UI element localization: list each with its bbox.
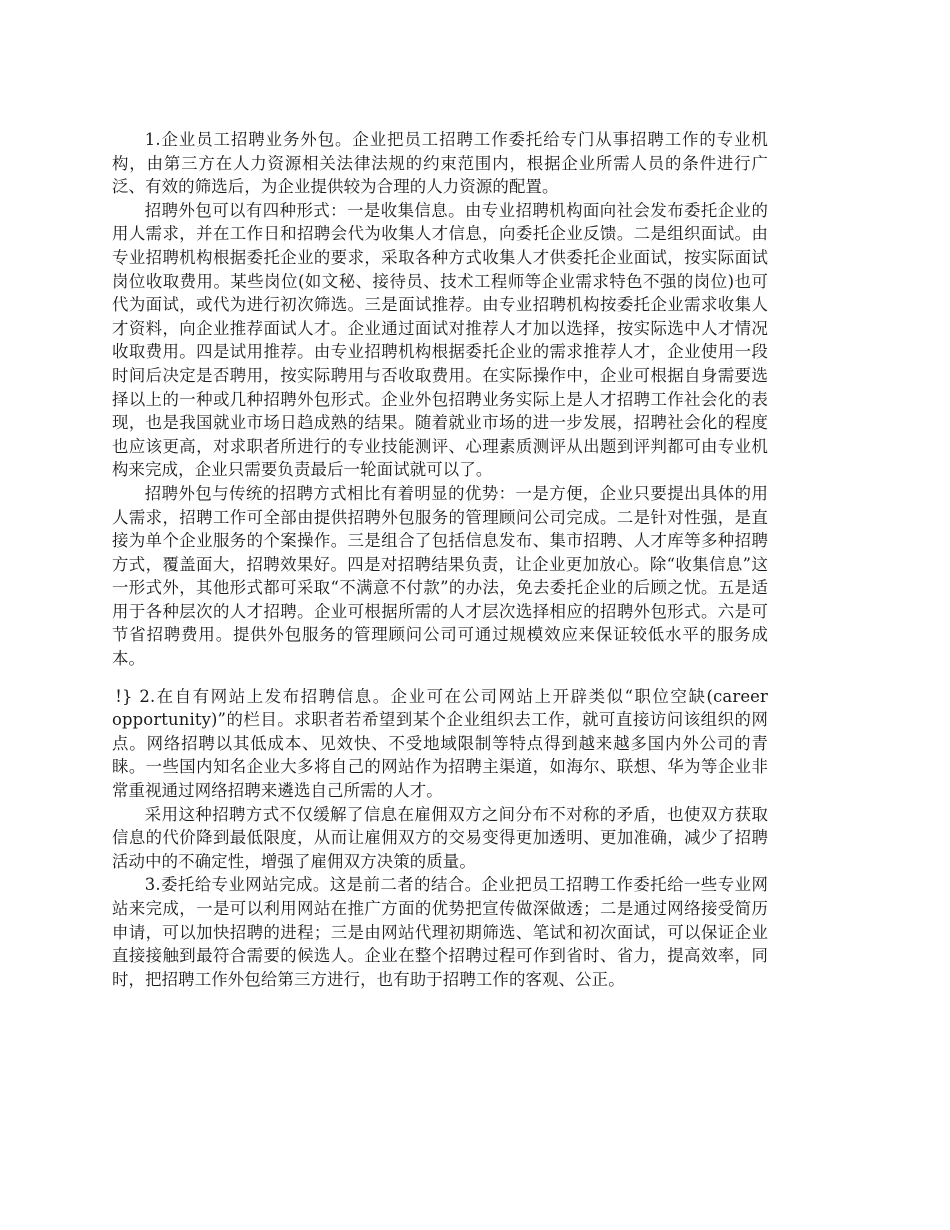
document-body	[112, 128, 768, 991]
paragraph-professional-website: 3.委托给专业网站完成。这是前二者的结合。企业把员工招聘工作委托给一些专业网站来完成，一是可以利用网站在推广方面的优势把宣传做深做透；二是通过网络接受简历申请，可以加快招聘的进程；三是由网站代理初期筛选、笔试和初次面试，可以保证企业直接接触到最符合需要的候选人。企业在整个招聘过程可作到省时、省力，提高效率，同时，把招聘工作外包给第三方进行，也有助于招聘工作的客观、公正。	[112, 875, 768, 989]
paragraph-own-website: !} 2.在自有网站上发布招聘信息。企业可在公司网站上开辟类似“职位空缺(career opportunity)”的栏目。求职者若希望到某个企业组织去工作，就可直接访问该组织的网点。网络招聘以其低成本、见效快、不受地域限制等特点得到越来越多国内外公司的青睐。一些国内知名企业大多将自己的网站作为招聘主渠道，如海尔、联想、华为等企业非常重视通过网络招聘来遴选自己所需的人才。	[112, 686, 768, 801]
paragraph-website-benefits: 采用这种招聘方式不仅缓解了信息在雇佣双方之间分布不对称的矛盾，也使双方获取信息的代价降到最低限度，从而让雇佣双方的交易变得更加透明、更加准确，减少了招聘活动中的不确定性，增强了雇佣双方决策的质量。	[112, 804, 768, 871]
paragraph-outsourcing-forms: 招聘外包可以有四种形式：一是收集信息。由专业招聘机构面向社会发布委托企业的用人需求，并在工作日和招聘会代为收集人才信息，向委托企业反馈。二是组织面试。由专业招聘机构根据委托企业的要求，采取各种方式收集人才供委托企业面试，按实际面试岗位收取费用。某些岗位(如文秘、接待员、技术工程师等企业需求特色不强的岗位)也可代为面试，或代为进行初次筛选。三是面试推荐。由专业招聘机构按委托企业需求收集人才资料，向企业推荐面试人才。企业通过面试对推荐人才加以选择，按实际选中人才情况收取费用。四是试用推荐。由专业招聘机构根据委托企业的需求推荐人才，企业使用一段时间后决定是否聘用，按实际聘用与否收取费用。在实际操作中，企业可根据自身需要选择以上的一种或几种招聘外包形式。企业外包招聘业务实际上是人才招聘工作社会化的表现，也是我国就业市场日趋成熟的结果。随着就业市场的进一步发展，招聘社会化的程度也应该更高，对求职者所进行的专业技能测评、心理素质测评从出题到评判都可由专业机构来完成，企业只需要负责最后一轮面试就可以了。	[112, 200, 768, 480]
paragraph-outsourcing-advantages: 招聘外包与传统的招聘方式相比有着明显的优势：一是方便，企业只要提出具体的用人需求，招聘工作可全部由提供招聘外包服务的管理顾问公司完成。二是针对性强，是直接为单个企业服务的个案操作。三是组合了包括信息发布、集市招聘、人才库等多种招聘方式，覆盖面大，招聘效果好。四是对招聘结果负责，让企业更加放心。除“收集信息”这一形式外，其他形式都可采取“不满意不付款”的办法，免去委托企业的后顾之忧。五是适用于各种层次的人才招聘。企业可根据所需的人才层次选择相应的招聘外包形式。六是可节省招聘费用。提供外包服务的管理顾问公司可通过规模效应来保证较低水平的服务成本。	[112, 483, 768, 669]
paragraph-recruitment-outsourcing: 1.企业员工招聘业务外包。企业把员工招聘工作委托给专门从事招聘工作的专业机构，由第三方在人力资源相关法律法规的约束范围内，根据企业所需人员的条件进行广泛、有效的筛选后，为企业提供较为合理的人力资源的配置。	[112, 130, 768, 197]
